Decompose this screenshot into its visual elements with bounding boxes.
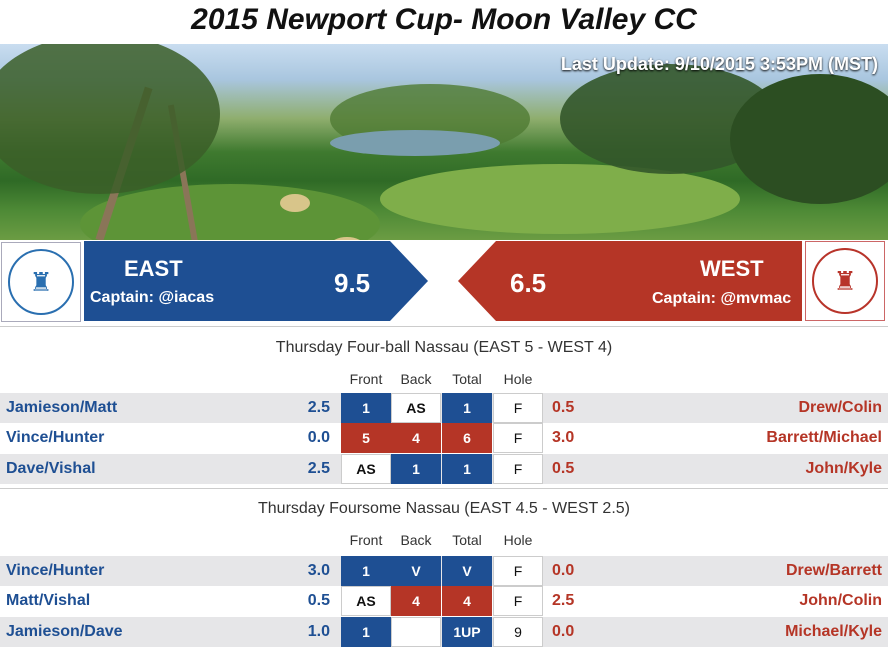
east-team-name: EAST [124, 256, 183, 281]
west-points: 0.5 [552, 460, 575, 477]
column-header-hole: Hole [503, 371, 533, 387]
east-points: 1.0 [307, 623, 330, 640]
west-pair: Michael/Kyle [785, 623, 882, 640]
front-cell: AS [341, 586, 391, 616]
total-cell: 1 [442, 393, 492, 423]
trophy-icon: ♜ [8, 249, 74, 315]
column-header-total: Total [452, 371, 482, 387]
total-cell: 4 [442, 586, 492, 616]
total-cell: 6 [442, 423, 492, 453]
west-pair: Barrett/Michael [766, 429, 882, 446]
match-row [0, 556, 888, 586]
back-cell: 1 [391, 454, 441, 484]
west-points: 2.5 [552, 592, 575, 609]
hole-cell: F [493, 454, 543, 484]
west-captain: Captain: @mvmac [652, 290, 792, 307]
hole-cell: 9 [493, 617, 543, 647]
hole-cell: F [493, 393, 543, 423]
back-cell: 4 [391, 423, 441, 453]
west-points: 0.0 [552, 623, 575, 640]
last-update-label: Last Update: 9/10/2015 3:53PM (MST) [560, 54, 878, 74]
east-pair: Vince/Hunter [6, 429, 105, 446]
back-cell: AS [391, 393, 441, 423]
east-pair: Matt/Vishal [6, 592, 91, 609]
front-cell: 1 [341, 617, 391, 647]
east-logo [1, 242, 81, 322]
west-score: 6.5 [510, 268, 547, 298]
match-row [0, 423, 888, 453]
hole-cell: F [493, 423, 543, 453]
east-points: 3.0 [307, 562, 330, 579]
west-points: 3.0 [552, 429, 575, 446]
back-cell [391, 617, 441, 647]
west-pair: Drew/Colin [798, 399, 882, 416]
west-points: 0.5 [552, 399, 575, 416]
front-cell: 5 [341, 423, 391, 453]
west-pair: John/Kyle [805, 460, 882, 477]
east-points: 0.0 [307, 429, 330, 446]
match-row [0, 454, 888, 484]
west-logo [805, 241, 885, 321]
east-captain: Captain: @iacas [90, 289, 215, 306]
pond [330, 130, 500, 156]
section-title: Thursday Four-ball Nassau (EAST 5 - WEST 4) [275, 339, 613, 356]
east-score: 9.5 [334, 268, 371, 298]
west-team-name: WEST [700, 256, 764, 281]
east-pair: Dave/Vishal [6, 460, 96, 477]
front-cell: AS [341, 454, 391, 484]
west-points: 0.0 [552, 562, 575, 579]
east-pair: Vince/Hunter [6, 562, 105, 579]
column-header-back: Back [400, 532, 432, 548]
east-pair: Jamieson/Matt [6, 399, 118, 416]
total-cell: 1UP [442, 617, 492, 647]
east-points: 0.5 [307, 592, 330, 609]
column-header-hole: Hole [503, 532, 533, 548]
hole-cell: F [493, 556, 543, 586]
match-row [0, 617, 888, 647]
back-cell: 4 [391, 586, 441, 616]
east-points: 2.5 [307, 399, 330, 416]
column-header-back: Back [400, 371, 432, 387]
front-cell: 1 [341, 556, 391, 586]
page-title: 2015 Newport Cup- Moon Valley CC [191, 3, 697, 36]
column-header-total: Total [452, 532, 482, 548]
west-pair: John/Colin [799, 592, 882, 609]
front-cell: 1 [341, 393, 391, 423]
west-pair: Drew/Barrett [785, 562, 882, 579]
hole-cell: F [493, 586, 543, 616]
east-points: 2.5 [307, 460, 330, 477]
total-cell: V [442, 556, 492, 586]
match-row [0, 393, 888, 423]
east-pair: Jamieson/Dave [6, 623, 123, 640]
course-banner-image [0, 44, 888, 240]
column-header-front: Front [349, 532, 383, 548]
match-row [0, 586, 888, 616]
column-header-front: Front [349, 371, 383, 387]
total-cell: 1 [442, 454, 492, 484]
back-cell: V [391, 556, 441, 586]
section-title: Thursday Foursome Nassau (EAST 4.5 - WEST 2.5) [258, 500, 630, 517]
trophy-icon: ♜ [812, 248, 878, 314]
